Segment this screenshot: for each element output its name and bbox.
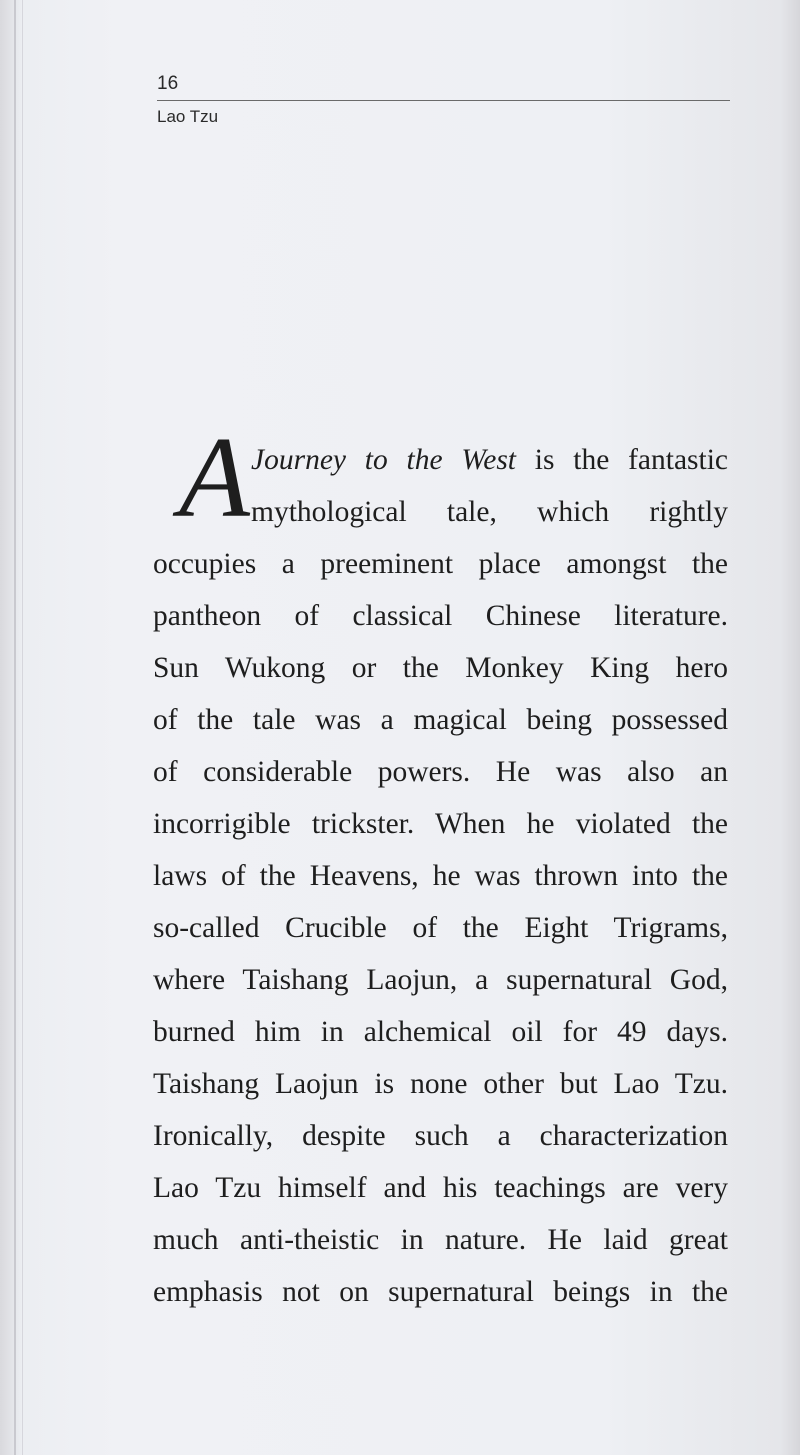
header-rule (157, 100, 730, 101)
text-line: laws of the Heavens, he was thrown into the (153, 860, 728, 892)
text-line: Ironically, despite such a characterization (153, 1120, 728, 1152)
text-line: of the tale was a magical being possessed (153, 704, 728, 736)
drop-cap: A (179, 414, 250, 542)
text-line: occupies a preeminent place amongst the (153, 548, 728, 580)
text-line: of considerable powers. He was also an (153, 756, 728, 788)
book-title-italic: Journey to the West (251, 444, 516, 476)
text-line: incorrigible trickster. When he violated the (153, 808, 728, 840)
text-line: Taishang Laojun is none other but Lao Tzu. (153, 1068, 728, 1100)
text-line: where Taishang Laojun, a supernatural God, (153, 964, 728, 996)
text-line: emphasis not on supernatural beings in the (153, 1276, 728, 1308)
text-line: so-called Crucible of the Eight Trigrams, (153, 912, 728, 944)
body-paragraph (153, 434, 728, 1318)
text-line: Sun Wukong or the Monkey King hero (153, 652, 728, 684)
running-title: Lao Tzu (157, 107, 219, 126)
text-line: much anti-theistic in nature. He laid great (153, 1224, 728, 1256)
page-number: 16 (157, 73, 179, 94)
text-line-2: mythological tale, which rightly (251, 496, 728, 528)
page-edge (14, 0, 16, 1455)
text-line: burned him in alchemical oil for 49 days. (153, 1016, 728, 1048)
text-line-1 (153, 434, 728, 486)
page-edge-inner (22, 0, 23, 1455)
text-line: pantheon of classical Chinese literature. (153, 600, 728, 632)
text-line: Lao Tzu himself and his teachings are very (153, 1172, 728, 1204)
text-line-1-rest: is the fantastic (516, 444, 728, 476)
